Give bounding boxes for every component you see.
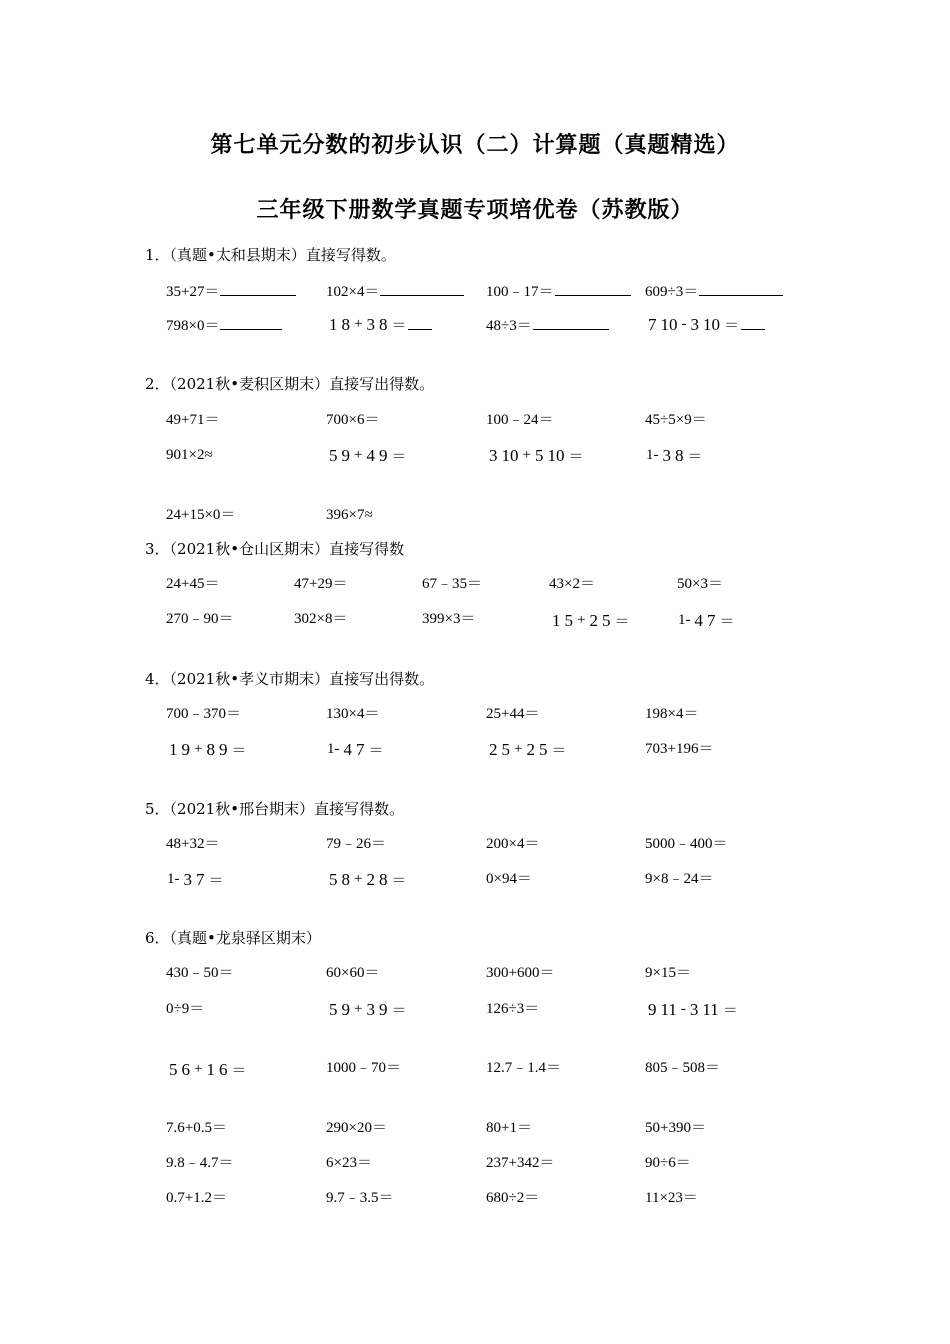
answer-blank[interactable] (408, 319, 432, 330)
q5-item-5: 0×94＝ (486, 871, 532, 887)
fraction: 8 9 (206, 739, 228, 759)
fraction: 5 6 (169, 1059, 190, 1079)
q6-item-11: 290×20＝ (326, 1120, 387, 1136)
q6-item-2: 60×60＝ (326, 965, 380, 981)
q6-item-4: 9×15＝ (645, 965, 691, 981)
q1-fraction-2: 7 10 - 3 10 ＝ (645, 314, 765, 335)
q4-fraction-2: 1- 4 7 ＝ (327, 739, 384, 759)
q6-item-8: 12.7﹣1.4＝ (486, 1060, 562, 1076)
fraction: 3 9 (366, 999, 388, 1019)
q1-item-4: 609÷3＝ (645, 281, 783, 302)
question-2-title: 2．（2021秋•麦积区期末）直接写出得数。 (145, 375, 435, 393)
q6-item-13: 50+390＝ (645, 1120, 706, 1136)
fraction: 1 9 (169, 739, 190, 759)
q5-item-6: 9×8﹣24＝ (645, 871, 714, 887)
q6-item-17: 90÷6＝ (645, 1155, 691, 1171)
answer-blank[interactable] (699, 281, 783, 296)
q2-fraction-1: 5 9 + 4 9 ＝ (329, 445, 407, 465)
q6-item-20: 680÷2＝ (486, 1190, 540, 1206)
q4-item-2: 130×4＝ (326, 706, 380, 722)
q1-item-2: 102×4＝ (326, 281, 464, 302)
page-title: 第七单元分数的初步认识（二）计算题（真题精选） (210, 132, 740, 158)
fraction: 5 8 (329, 869, 350, 889)
page-subtitle: 三年级下册数学真题专项培优卷（苏教版） (256, 197, 694, 223)
q6-fraction-2: 9 11 - 3 11 ＝ (648, 999, 738, 1019)
q3-fraction-1: 1 5 + 2 5 ＝ (552, 610, 630, 630)
q5-item-4: 5000﹣400＝ (645, 836, 728, 852)
q4-item-1: 700﹣370＝ (166, 706, 242, 722)
q4-item-4: 198×4＝ (645, 706, 699, 722)
fraction: 2 5 (489, 739, 510, 759)
q2-fraction-2: 3 10 + 5 10 ＝ (489, 445, 584, 465)
q3-item-3: 67﹣35＝ (422, 576, 483, 592)
q5-item-1: 48+32＝ (166, 836, 220, 852)
q6-item-19: 9.7﹣3.5＝ (326, 1190, 394, 1206)
q5-fraction-1: 1- 3 7 ＝ (167, 869, 224, 889)
q2-item-2: 700×6＝ (326, 412, 380, 428)
question-6-title: 6．（真题•龙泉驿区期末） (145, 929, 321, 947)
fraction: 2 8 (366, 869, 388, 889)
fraction: 2 5 (589, 610, 611, 630)
q2-item-7: 396×7≈ (326, 507, 373, 523)
fraction: 3 10 (690, 314, 720, 334)
q1-item-1: 35+27＝ (166, 281, 296, 302)
q6-item-18: 0.7+1.2＝ (166, 1190, 227, 1206)
q6-fraction-1: 5 9 + 3 9 ＝ (329, 999, 407, 1019)
q6-item-5: 0÷9＝ (166, 1001, 205, 1017)
q1-item-3: 100﹣17＝ (486, 281, 631, 302)
q3-item-1: 24+45＝ (166, 576, 220, 592)
fraction: 4 7 (694, 610, 716, 630)
fraction: 3 11 (689, 999, 719, 1019)
q3-item-2: 47+29＝ (294, 576, 348, 592)
answer-blank[interactable] (380, 281, 464, 296)
fraction: 4 7 (343, 739, 365, 759)
fraction: 3 10 (489, 445, 519, 465)
q6-item-6: 126÷3＝ (486, 1001, 540, 1017)
q3-item-6: 270﹣90＝ (166, 611, 234, 627)
q6-item-12: 80+1＝ (486, 1120, 532, 1136)
q5-item-3: 200×4＝ (486, 836, 540, 852)
q3-item-5: 50×3＝ (677, 576, 723, 592)
q6-fraction-3: 5 6 + 1 6 ＝ (169, 1059, 247, 1079)
answer-blank[interactable] (741, 319, 765, 330)
fraction: 5 10 (534, 445, 565, 465)
fraction: 1 8 (329, 314, 350, 334)
q5-fraction-2: 5 8 + 2 8 ＝ (329, 869, 407, 889)
fraction: 2 5 (526, 739, 548, 759)
fraction: 7 10 (648, 314, 678, 334)
answer-blank[interactable] (220, 281, 296, 296)
q6-item-14: 9.8﹣4.7＝ (166, 1155, 234, 1171)
fraction: 4 9 (366, 445, 388, 465)
q3-fraction-2: 1- 4 7 ＝ (678, 610, 735, 630)
q6-item-15: 6×23＝ (326, 1155, 372, 1171)
question-3-title: 3．（2021秋•仓山区期末）直接写得数 (145, 540, 405, 558)
q3-item-7: 302×8＝ (294, 611, 348, 627)
question-5-title: 5．（2021秋•邢台期末）直接写得数。 (145, 800, 405, 818)
question-4-title: 4．（2021秋•孝义市期末）直接写出得数。 (145, 670, 435, 688)
q6-item-9: 805﹣508＝ (645, 1060, 721, 1076)
q1-item-5: 798×0＝ (166, 315, 282, 336)
q4-item-3: 25+44＝ (486, 706, 540, 722)
q2-fraction-3: 1- 3 8 ＝ (646, 445, 703, 465)
fraction: 3 8 (366, 314, 388, 334)
q6-item-7: 1000﹣70＝ (326, 1060, 402, 1076)
fraction: 3 8 (662, 445, 684, 465)
q4-fraction-3: 2 5 + 2 5 ＝ (489, 739, 567, 759)
q1-fraction-1: 1 8 + 3 8 ＝ (326, 314, 432, 335)
q1-item-6: 48÷3＝ (486, 315, 609, 336)
answer-blank[interactable] (533, 315, 609, 330)
answer-blank[interactable] (220, 315, 282, 330)
fraction: 5 9 (329, 445, 350, 465)
q2-item-5: 901×2≈ (166, 447, 213, 463)
q6-item-3: 300+600＝ (486, 965, 555, 981)
q2-item-6: 24+15×0＝ (166, 507, 236, 523)
fraction: 1 6 (206, 1059, 228, 1079)
q5-item-2: 79﹣26＝ (326, 836, 387, 852)
q4-item-5: 703+196＝ (645, 741, 714, 757)
q6-item-21: 11×23＝ (645, 1190, 698, 1206)
fraction: 3 7 (183, 869, 205, 889)
q3-item-8: 399×3＝ (422, 611, 476, 627)
q2-item-3: 100﹣24＝ (486, 412, 554, 428)
q2-item-1: 49+71＝ (166, 412, 220, 428)
q2-item-4: 45÷5×9＝ (645, 412, 707, 428)
fraction: 1 5 (552, 610, 573, 630)
question-1-title: 1．（真题•太和县期末）直接写得数。 (145, 246, 396, 264)
q3-item-4: 43×2＝ (549, 576, 595, 592)
fraction: 9 11 (648, 999, 677, 1019)
q6-item-16: 237+342＝ (486, 1155, 555, 1171)
q6-item-1: 430﹣50＝ (166, 965, 234, 981)
q4-fraction-1: 1 9 + 8 9 ＝ (169, 739, 247, 759)
q6-item-10: 7.6+0.5＝ (166, 1120, 227, 1136)
answer-blank[interactable] (555, 281, 631, 296)
fraction: 5 9 (329, 999, 350, 1019)
